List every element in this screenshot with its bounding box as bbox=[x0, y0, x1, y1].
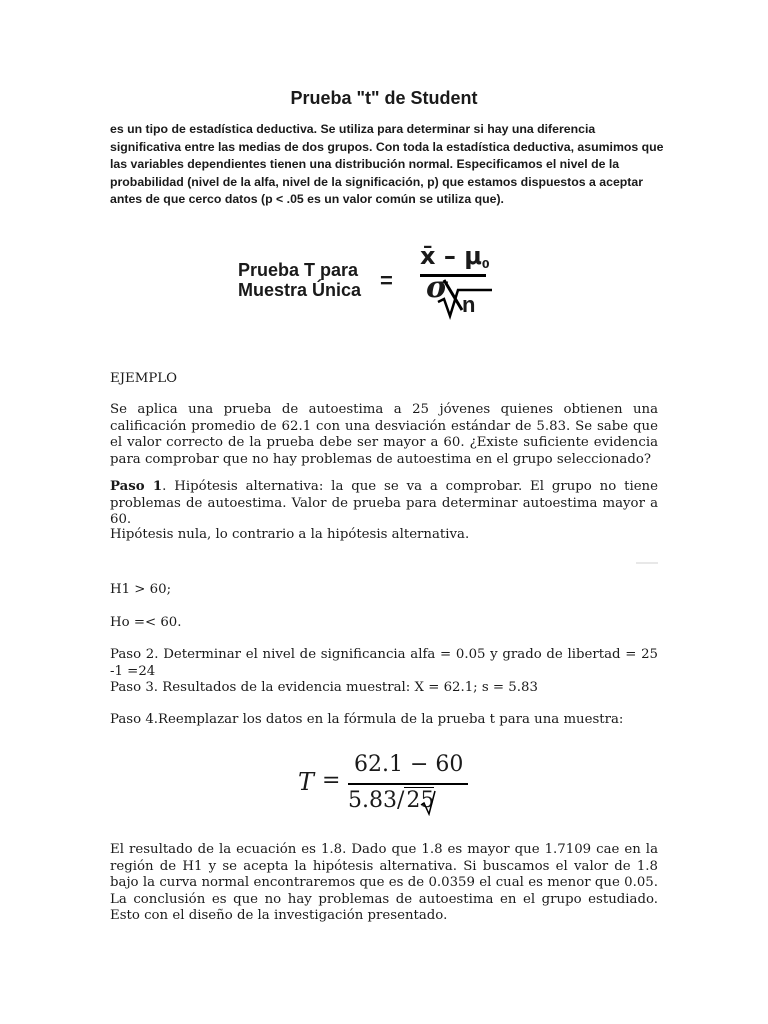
formula2-fraction-bar bbox=[348, 783, 468, 785]
formula-numerator bbox=[420, 242, 490, 271]
formula2-equals: = bbox=[322, 768, 341, 793]
paso2-paragraph: Paso 2. Determinar el nivel de significancia alfa = 0.05 y grado de libertad = 25 -1 =24 bbox=[110, 647, 658, 679]
mu-subscript: 0 bbox=[481, 258, 490, 271]
intro-paragraph: es un tipo de estadística deductiva. Se utiliza para determinar si hay una diferencia significativa entre las medias de dos grupos. Con toda la estadística deductiva, asumimos que las variables dependientes tienen una distribución normal. Especificamos el nivel de la probabilidad (nivel de la alfa, nivel de la significación, p) que estamos dispuestos a aceptar antes de que cerco datos (p < .05 es un valor común se utiliza que). bbox=[110, 122, 664, 206]
t-calculation-formula bbox=[292, 750, 482, 820]
example-problem: Se aplica una prueba de autoestima a 25 jóvenes quienes obtienen una calificación promedio de 62.1 con una desviación estándar de 5.83. Se sabe que el valor correcto de la prueba debe ser mayor a 60. ¿Existe suficiente evidencia para comprobar que no hay problemas de autoestima en el grupo seleccionado? bbox=[110, 402, 658, 467]
sqrt-radicand: n bbox=[462, 292, 476, 317]
paso1-text: . Hipótesis alternativa: la que se va a comprobar. El grupo no tiene problemas de autoestima. Valor de prueba para determinar autoestima mayor a 60. bbox=[110, 479, 658, 527]
denominator-radicand: 25 bbox=[406, 788, 435, 813]
formula-equals: = bbox=[380, 268, 393, 293]
paso4-paragraph: Paso 4.Reemplazar los datos en la fórmula de la prueba t para una muestra: bbox=[110, 712, 624, 727]
null-hypothesis: Hipótesis nula, lo contrario a la hipótesis alternativa. bbox=[110, 527, 470, 542]
page-title: Prueba "t" de Student bbox=[290, 88, 478, 108]
h0-statement: Ho =< 60. bbox=[110, 615, 182, 630]
h1-statement: H1 > 60; bbox=[110, 582, 172, 597]
numerator-expression: x̄ – μ bbox=[420, 242, 482, 270]
sqrt-icon bbox=[420, 790, 436, 816]
t-symbol: T bbox=[298, 768, 315, 796]
example-heading: EJEMPLO bbox=[110, 371, 178, 386]
paso1-label: Paso 1 bbox=[110, 479, 163, 494]
formula2-numerator: 62.1 − 60 bbox=[354, 752, 464, 777]
denominator-prefix: 5.83/ bbox=[348, 788, 405, 813]
paso1-paragraph bbox=[110, 479, 658, 529]
conclusion-paragraph: El resultado de la ecuación es 1.8. Dado que 1.8 es mayor que 1.7109 cae en la región de H1 y se acepta la hipótesis alternativa. Si buscamos el valor de 1.8 bajo la curva normal encontraremos que es de 0.0359 el cual es menor que 0.05. La conclusión es que no hay problemas de autoestima en el grupo estudiado. Esto con el diseño de la investigación presentado. bbox=[110, 842, 658, 923]
formula-label-line2: Muestra Única bbox=[238, 280, 362, 300]
sigma-symbol: σ bbox=[426, 270, 449, 305]
paso3-paragraph: Paso 3. Resultados de la evidencia muestral: X = 62.1; s = 5.83 bbox=[110, 680, 538, 695]
scan-mark bbox=[636, 562, 658, 564]
t-test-formula-image bbox=[230, 240, 500, 320]
slash-icon bbox=[440, 276, 470, 312]
formula-label-line1: Prueba T para bbox=[238, 260, 359, 280]
